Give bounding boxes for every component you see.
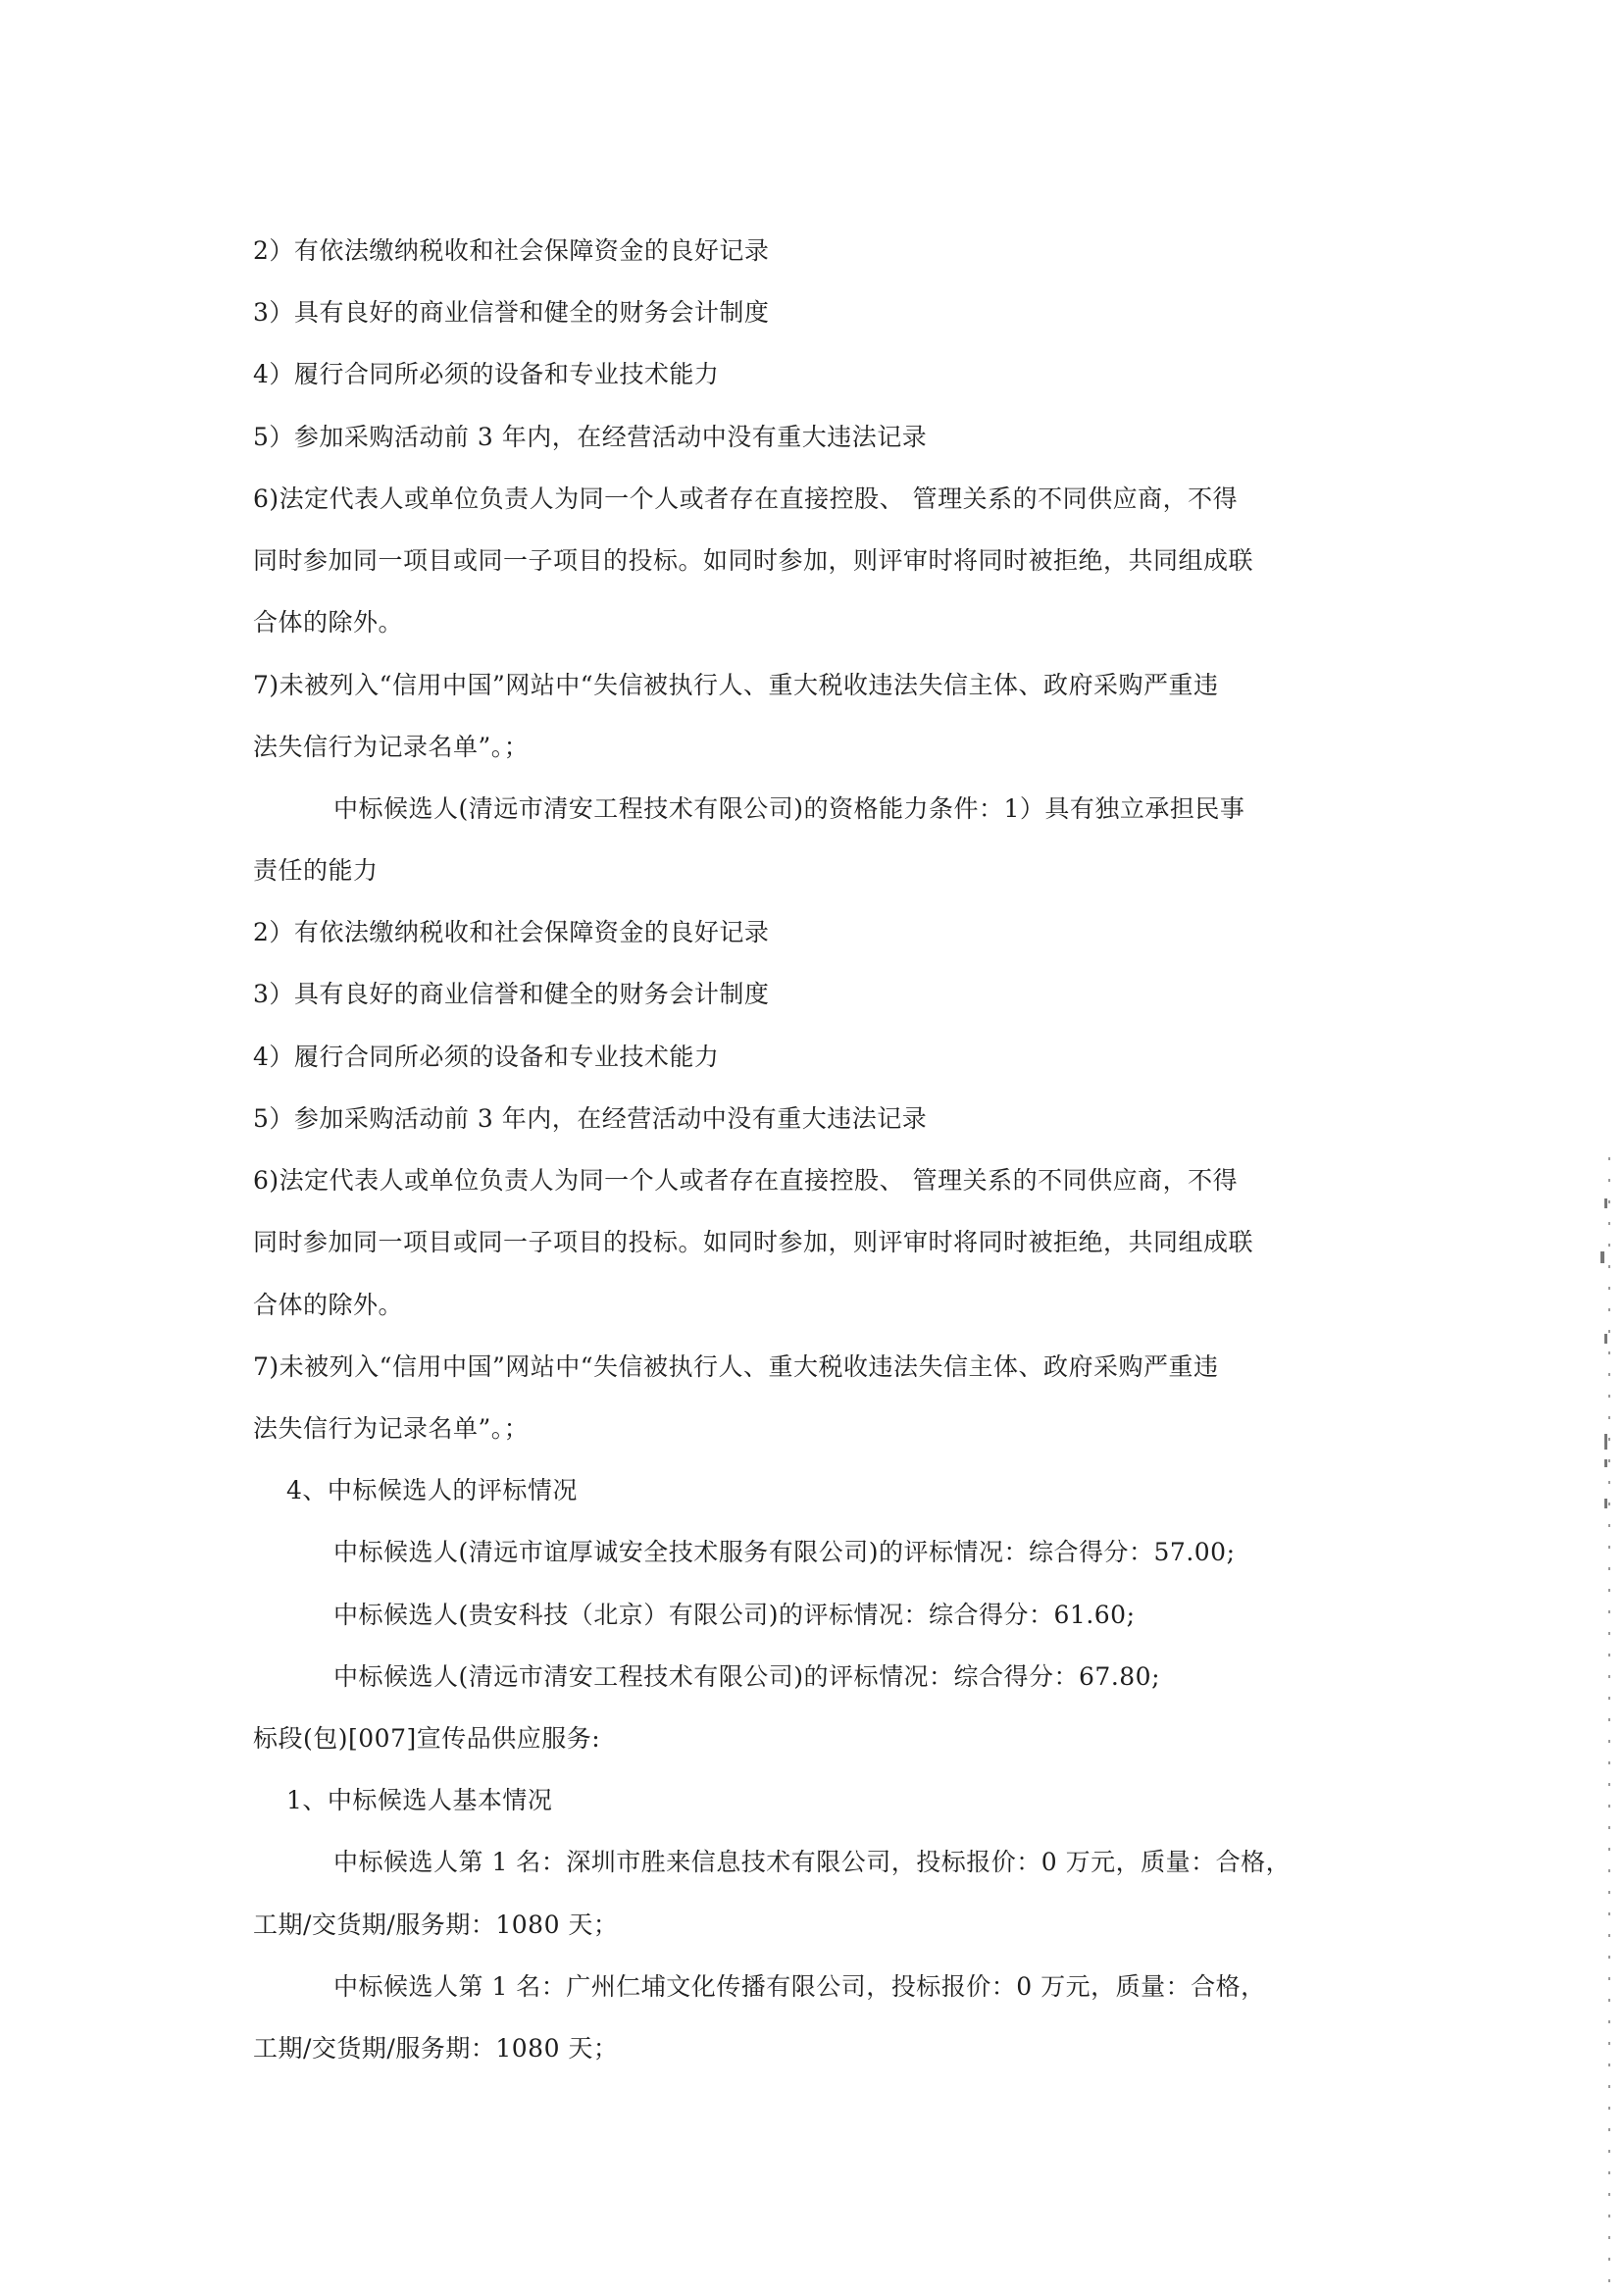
text-line: 法失信行为记录名单”。； <box>253 1414 530 1443</box>
text-line: 4）履行合同所必须的设备和专业技术能力 <box>253 1043 720 1071</box>
text-line: 中标候选人(清远市清安工程技术有限公司)的评标情况：综合得分：67.80; <box>333 1662 1161 1691</box>
scan-speck <box>1604 1499 1607 1508</box>
text-line: 7)未被列入“信用中国”网站中“失信被执行人、重大税收违法失信主体、政府采购严重违 <box>253 1352 1219 1381</box>
scan-speck <box>1604 1198 1607 1208</box>
text-line: 法失信行为记录名单”。； <box>253 733 530 761</box>
text-line: 中标候选人第 1 名：深圳市胜来信息技术有限公司，投标报价：0 万元，质量：合格， <box>333 1848 1292 1876</box>
text-line: 责任的能力 <box>253 856 379 885</box>
text-line: 中标候选人(清远市谊厚诚安全技术服务有限公司)的评标情况：综合得分：57.00; <box>333 1538 1236 1566</box>
text-line: 6)法定代表人或单位负责人为同一个人或者存在直接控股、 管理关系的不同供应商，不得 <box>253 484 1239 513</box>
text-line: 3）具有良好的商业信誉和健全的财务会计制度 <box>253 980 770 1008</box>
text-line: 中标候选人(贵安科技（北京）有限公司)的评标情况：综合得分：61.60; <box>333 1601 1136 1629</box>
text-line: 2）有依法缴纳税收和社会保障资金的良好记录 <box>253 236 770 265</box>
text-line: 工期/交货期/服务期：1080 天； <box>253 1911 619 1939</box>
section-heading: 1、中标候选人基本情况 <box>286 1786 553 1814</box>
text-line: 合体的除外。 <box>253 608 404 637</box>
text-line: 同时参加同一项目或同一子项目的投标。如同时参加，则评审时将同时被拒绝，共同组成联 <box>253 1228 1254 1256</box>
scan-edge-dots <box>1608 1157 1610 2285</box>
scan-speck <box>1600 1251 1604 1263</box>
text-line: 工期/交货期/服务期：1080 天； <box>253 2034 619 2063</box>
text-line: 合体的除外。 <box>253 1291 404 1319</box>
text-line: 5）参加采购活动前 3 年内，在经营活动中没有重大违法记录 <box>253 423 928 451</box>
scan-speck <box>1604 1459 1607 1467</box>
text-line: 2）有依法缴纳税收和社会保障资金的良好记录 <box>253 918 770 946</box>
text-line: 7)未被列入“信用中国”网站中“失信被执行人、重大税收违法失信主体、政府采购严重违 <box>253 671 1219 699</box>
text-line: 3）具有良好的商业信誉和健全的财务会计制度 <box>253 298 770 327</box>
section-heading: 4、中标候选人的评标情况 <box>286 1476 578 1504</box>
text-line: 同时参加同一项目或同一子项目的投标。如同时参加，则评审时将同时被拒绝，共同组成联 <box>253 546 1254 575</box>
section-heading: 标段(包)[007]宣传品供应服务: <box>253 1724 601 1753</box>
text-line: 4）履行合同所必须的设备和专业技术能力 <box>253 360 720 388</box>
scan-speck <box>1604 1434 1607 1450</box>
text-line: 中标候选人第 1 名：广州仁埔文化传播有限公司，投标报价：0 万元，质量：合格， <box>333 1972 1266 2001</box>
text-line: 5）参加采购活动前 3 年内，在经营活动中没有重大违法记录 <box>253 1104 928 1133</box>
scan-speck <box>1604 1334 1607 1344</box>
text-line: 中标候选人(清远市清安工程技术有限公司)的资格能力条件：1）具有独立承担民事 <box>333 794 1245 823</box>
text-line: 6)法定代表人或单位负责人为同一个人或者存在直接控股、 管理关系的不同供应商，不得 <box>253 1166 1239 1195</box>
